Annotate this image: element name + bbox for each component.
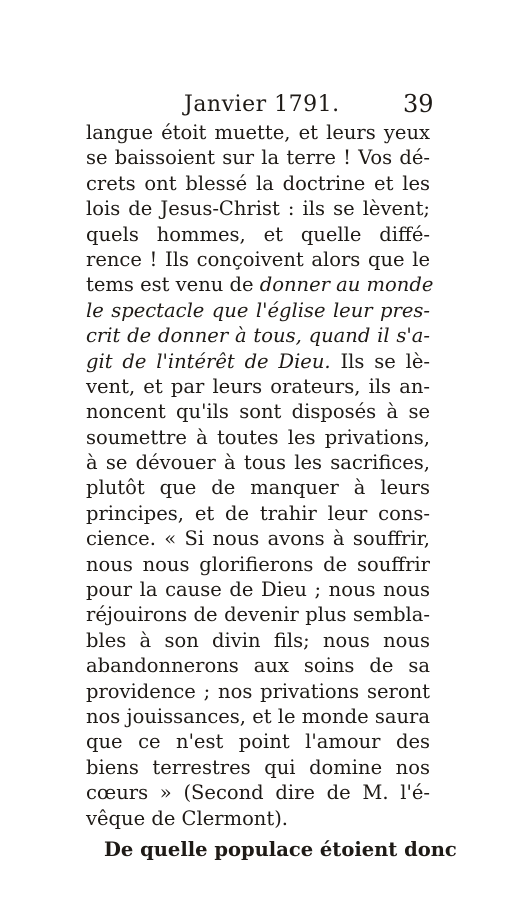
- italic-segment: donner au monde: [259, 273, 434, 297]
- text-line: vêque de Clermont).: [86, 806, 289, 830]
- text-line: se baissoient sur la terre ! Vos dé-: [86, 146, 430, 170]
- text-line: que ce n'est point l'amour des: [86, 730, 430, 754]
- catchword: De quelle populace étoient donc: [104, 837, 457, 861]
- text-line: nous nous glorifierons de souffrir: [86, 552, 430, 576]
- text-line: providence ; nos privations seront: [86, 679, 430, 703]
- text-line: cience. « Si nous avons à souffrir,: [86, 527, 430, 551]
- text-line: réjouirons de devenir plus sembla-: [86, 603, 430, 627]
- text-line: noncent qu'ils sont disposés à se: [86, 400, 430, 424]
- text-line: soumettre à toutes les privations,: [86, 425, 430, 449]
- text-line: quels hommes, et quelle diffé-: [86, 222, 430, 246]
- text-line-mixed: [86, 349, 430, 374]
- text-line: à se dévouer à tous les sacrifices,: [86, 451, 430, 475]
- text-line-italic: le spectacle que l'église leur pres-: [86, 298, 430, 322]
- text-segment: Ils se lè-: [340, 349, 430, 373]
- text-line: pour la cause de Dieu ; nous nous: [86, 578, 430, 602]
- text-line: vent, et par leurs orateurs, ils an-: [86, 374, 430, 398]
- text-line: rence ! Ils conçoivent alors que le: [86, 247, 430, 271]
- body-text: [86, 120, 457, 862]
- text-segment: tems est venu de: [86, 273, 254, 297]
- text-line: plutôt que de manquer à leurs: [86, 476, 430, 500]
- page-number: 39: [403, 90, 434, 118]
- running-head: Janvier 1791.: [184, 92, 340, 117]
- text-line: biens terrestres qui domine nos: [86, 755, 430, 779]
- text-line: lois de Jesus-Christ : ils se lèvent;: [86, 197, 430, 221]
- italic-segment: git de l'intérêt de Dieu.: [86, 349, 331, 373]
- text-line-italic: crit de donner à tous, quand il s'a-: [86, 324, 430, 348]
- text-line: cœurs » (Second dire de M. l'é-: [86, 781, 430, 805]
- text-line: bles à son divin fils; nous nous: [86, 628, 430, 652]
- text-line: langue étoit muette, et leurs yeux: [86, 121, 430, 144]
- text-line: nos jouissances, et le monde saura: [86, 704, 430, 728]
- text-line: crets ont blessé la doctrine et les: [86, 171, 430, 195]
- text-line: abandonnerons aux soins de sa: [86, 654, 430, 678]
- text-line-mixed: [86, 272, 434, 297]
- text-line: principes, et de trahir leur cons-: [86, 501, 430, 525]
